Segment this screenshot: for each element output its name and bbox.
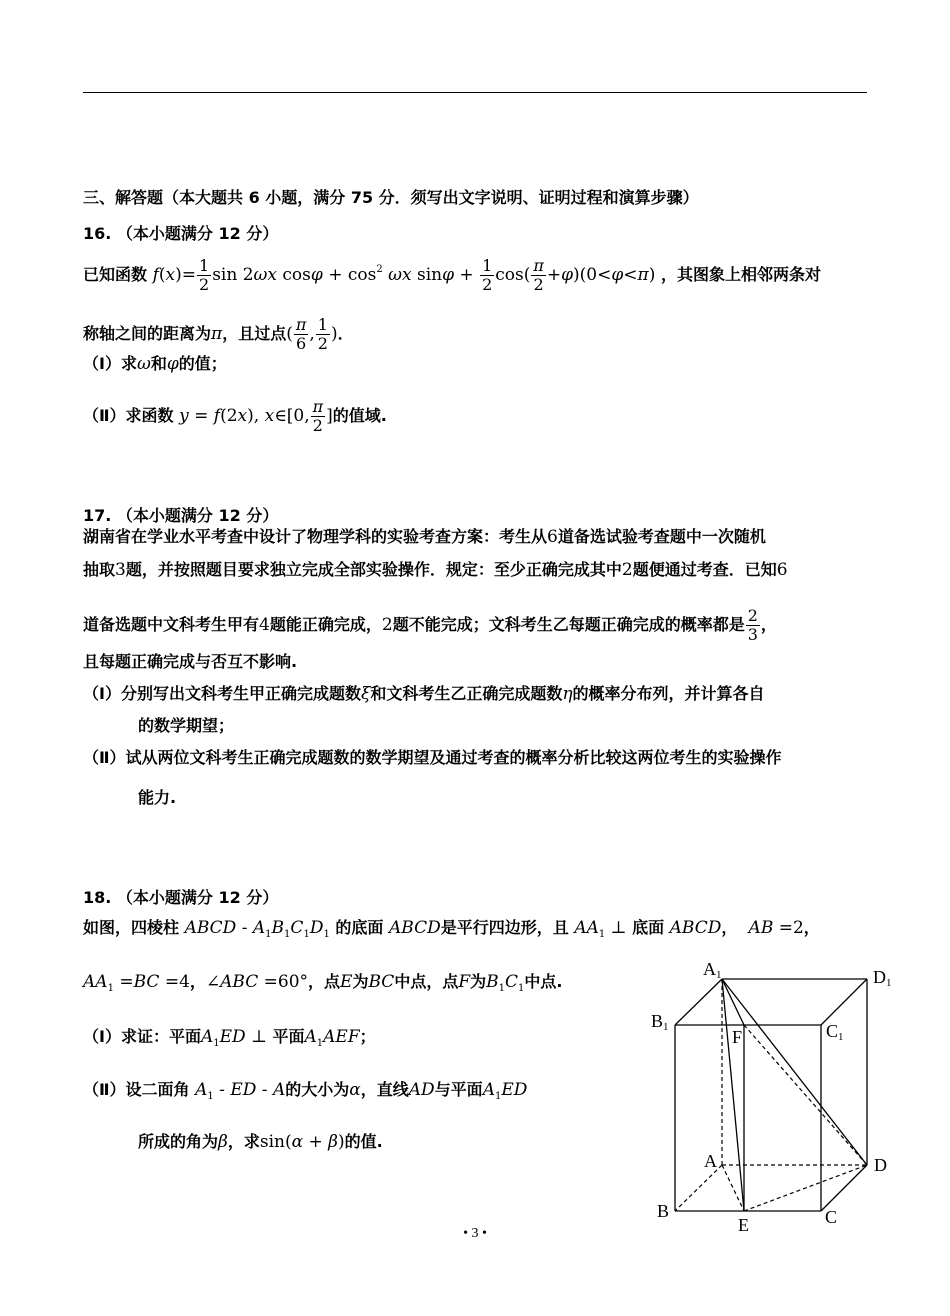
label-B: B <box>657 1201 670 1221</box>
q16-part1: （Ⅰ）求ω和φ的值； <box>83 354 227 374</box>
q17-part1-cont: 的数学期望； <box>138 716 235 735</box>
label-A1: A1 <box>703 959 722 981</box>
label-C: C <box>825 1207 838 1227</box>
section-heading: 三、解答题（本大题共 6 小题，满分 75 分．须写出文字说明、证明过程和演算步骤） <box>83 188 699 207</box>
page-number: • 3 • <box>463 1226 487 1241</box>
q17-line2: 抽取3题，并按照题目要求独立完成全部实验操作．规定：至少正确完成其中2题便通过考查．已知6 <box>83 560 788 580</box>
label-F: F <box>732 1027 743 1047</box>
prism-figure <box>645 955 900 1240</box>
q17-line4: 且每题正确完成与否互不影响. <box>83 652 298 671</box>
q18-line2: $AA_1 =BC =4$，∠ABC =60°，点E为BC中点，点F为$B_1C_1$中点. <box>83 972 563 994</box>
q18-part1: （Ⅰ）求证：平面$A_1ED$ ⊥ 平面$A_1AEF$； <box>83 1027 376 1049</box>
q17-header: 17. （本小题满分 12 分） <box>83 506 279 525</box>
label-E: E <box>738 1215 749 1235</box>
q17-part2-cont: 能力. <box>138 788 177 807</box>
q16-line1: 已知函数 f(x)= $\frac{1}{2}$ sin 2ωx $\cos\varphi + \cos^2 \omega x$ sinφ + $\frac{1}{2}$ cos( $\frac{\pi}{2}$ +φ)(0<φ<π) ，其图象上相邻两条对 <box>83 256 821 294</box>
q17-part2: （Ⅱ）试从两位文科考生正确完成题数的数学期望及通过考查的概率分析比较这两位考生的实验操作 <box>83 748 782 767</box>
q18-header: 18. （本小题满分 12 分） <box>83 888 279 907</box>
q16-part2: （Ⅱ）求函数 y = f(2x), x∈[0, $\frac{\pi}{2}$ ]的值域. <box>83 397 387 435</box>
label-B1: B1 <box>651 1011 669 1033</box>
label-A: A <box>704 1151 717 1171</box>
header-rule <box>83 92 867 93</box>
q18-part3: 所成的角为β，求sin(α + β)的值. <box>138 1132 383 1152</box>
q17-line3: 道备选题中文科考生甲有4题能正确完成，2题不能完成；文科考生乙每题正确完成的概率都是 $\frac{2}{3}$ ， <box>83 606 777 644</box>
label-C1: C1 <box>826 1021 844 1043</box>
label-D1: D1 <box>873 967 892 989</box>
q18-line1: 如图，四棱柱 ABCD - $A_1B_1C_1D_1$ 的底面 ABCD是平行四边形，且 $AA_1$ ⊥ 底面 ABCD， AB =2， <box>83 918 820 940</box>
q16-line2: 称轴之间的距离为π，且过点( $\frac{\pi}{6}$ , $\frac{1}{2}$ )． <box>83 315 354 353</box>
q17-part1: （Ⅰ）分别写出文科考生甲正确完成题数ξ和文科考生乙正确完成题数η的概率分布列，并计算各自 <box>83 684 765 704</box>
q16-header: 16. （本小题满分 12 分） <box>83 224 279 243</box>
q18-part2: （Ⅱ）设二面角 $A_1$ - ED - A的大小为α，直线AD与平面$A_1ED$ <box>83 1080 528 1102</box>
q17-line1: 湖南省在学业水平考查中设计了物理学科的实验考查方案：考生从6道备选试验考查题中一次随机 <box>83 527 766 547</box>
label-D: D <box>874 1155 887 1175</box>
